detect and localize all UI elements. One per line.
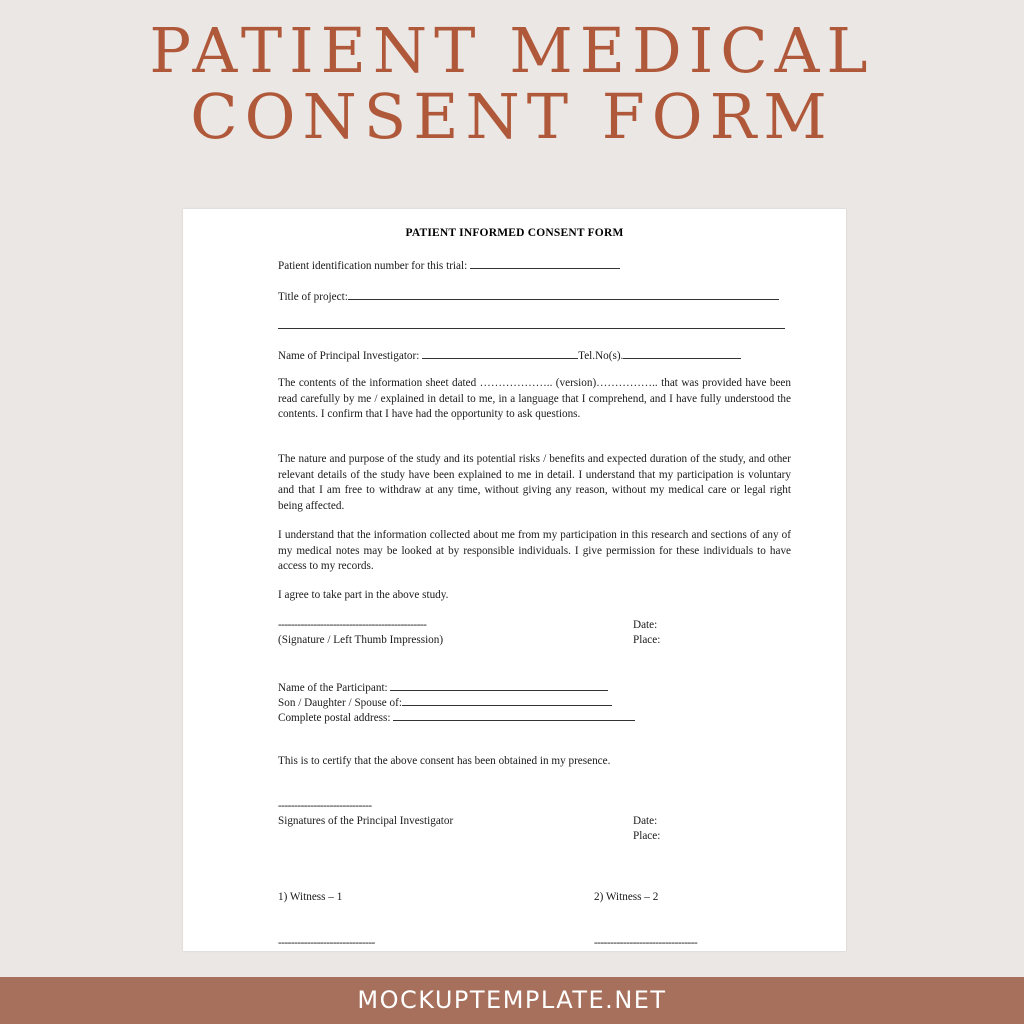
footer-bar — [0, 977, 1024, 1024]
footer-site-name: MOCKUPTEMPLATE.NET — [357, 986, 667, 1014]
participant-name-field[interactable] — [390, 679, 608, 691]
pi-date-label: Date: — [633, 815, 658, 827]
consent-form-document — [183, 209, 846, 951]
patient-id-row — [278, 257, 620, 275]
address-label: Complete postal address: — [278, 712, 391, 724]
project-title-row — [278, 288, 779, 306]
pi-signature-label: Signatures of the Principal Investigator — [278, 815, 454, 827]
address-field[interactable] — [393, 709, 635, 721]
witness-2-label: 2) Witness – 2 — [594, 891, 659, 903]
project-title-label: Title of project: — [278, 291, 348, 303]
date-label: Date: — [633, 619, 658, 631]
tel-label: Tel.No(s). — [578, 350, 624, 362]
headline-line-1: PATIENT MEDICAL — [149, 14, 875, 87]
signature-line: ---------------------------------------------- — [278, 619, 427, 631]
tel-field[interactable] — [623, 347, 741, 359]
witness-2-line: -------------------------------- — [594, 937, 698, 949]
place-label: Place: — [633, 634, 661, 646]
project-title-field-2[interactable] — [278, 317, 785, 329]
pi-signature-line: ----------------------------- — [278, 800, 372, 812]
relation-label: Son / Daughter / Spouse of: — [278, 697, 402, 709]
relation-field[interactable] — [402, 694, 612, 706]
patient-id-field[interactable] — [470, 257, 620, 269]
witness-1-line: ------------------------------ — [278, 937, 375, 949]
document-title: PATIENT INFORMED CONSENT FORM — [405, 227, 624, 239]
paragraph-3: I understand that the information collected about me from my participation in this research and sections of any of my medical notes may be looked at by responsible individuals. I give permission for these individuals to have access to my records. — [278, 529, 791, 572]
document-body — [278, 209, 791, 951]
paragraph-2: The nature and purpose of the study and its potential risks / benefits and expected duration of the study, and other relevant details of the study have been explained to me in detail. I understand that my participation is voluntary and that I am free to withdraw at any time, without giving any reason, without my medical care or legal right being affected. — [278, 453, 791, 512]
headline-line-2: CONSENT FORM — [190, 80, 834, 153]
pi-name-label: Name of Principal Investigator: — [278, 350, 420, 362]
pi-place-label: Place: — [633, 830, 661, 842]
paragraph-1: The contents of the information sheet dated ……………….. (version)…………….. that was provided have been read carefully by me / explained in detail to me, in a language that I comprehend, and I have fully understood the contents. I confirm that I have had the opportunity to ask questions. — [278, 377, 791, 420]
pi-name-field[interactable] — [422, 347, 578, 359]
agree-text: I agree to take part in the above study. — [278, 589, 449, 601]
pi-row — [278, 347, 741, 365]
participant-name-label: Name of the Participant: — [278, 682, 388, 694]
signature-label: (Signature / Left Thumb Impression) — [278, 634, 444, 646]
patient-id-label: Patient identification number for this trial: — [278, 260, 468, 272]
certify-text: This is to certify that the above consent has been obtained in my presence. — [278, 755, 611, 767]
page-headline — [0, 14, 1024, 153]
project-title-field[interactable] — [348, 288, 779, 300]
address-row — [278, 709, 635, 727]
project-title-row-2 — [278, 317, 785, 335]
witness-1-label: 1) Witness – 1 — [278, 891, 343, 903]
